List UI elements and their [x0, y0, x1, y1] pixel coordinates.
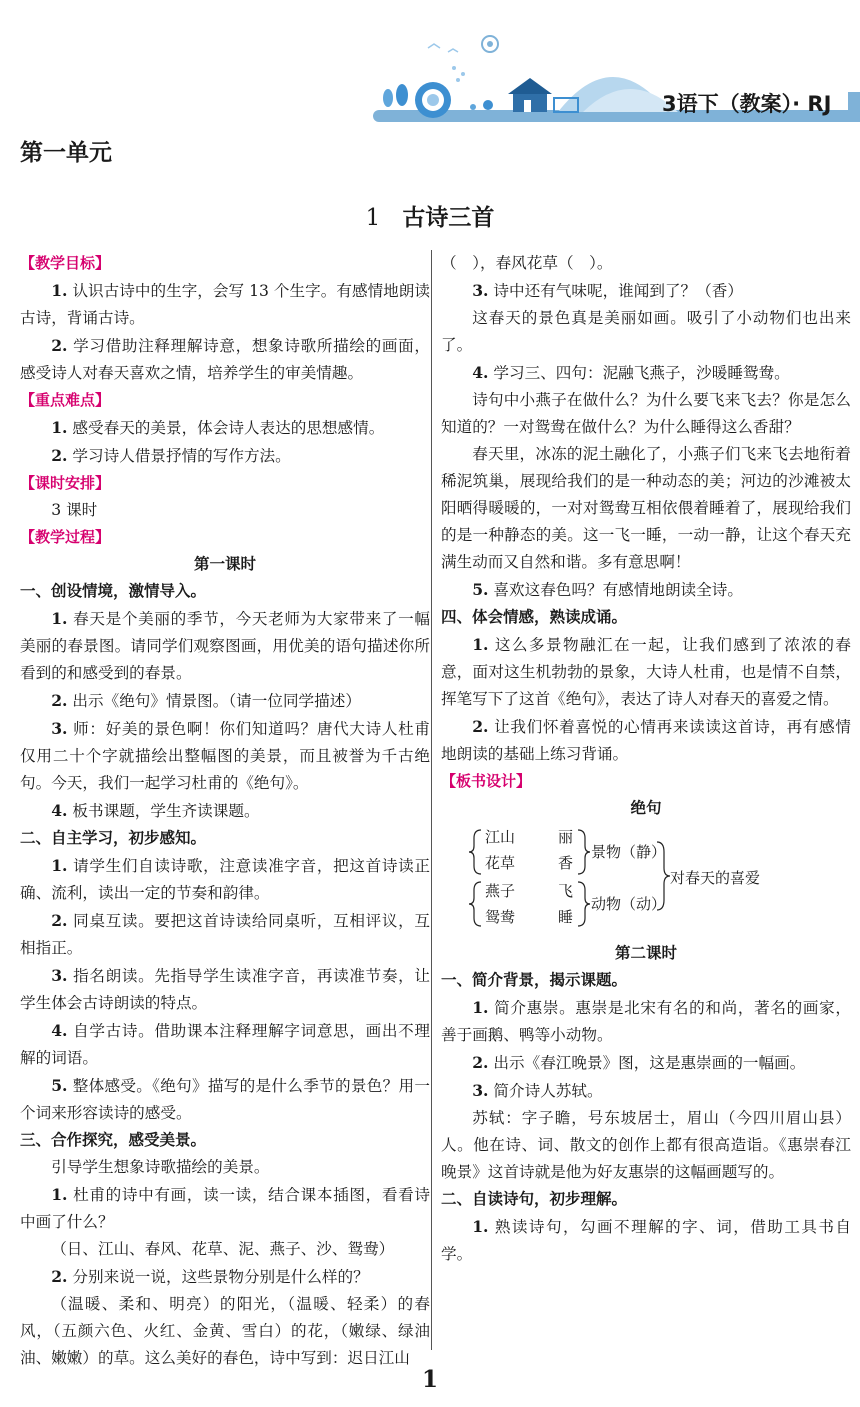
paragraph: （温暖、柔和、明亮）的阳光，（温暖、轻柔）的春风，（五颜六色、火红、金黄、雪白）的花，（嫩绿、绿油油、嫩嫩）的草。这么美好的春色，诗中写到：迟日江山 [20, 1295, 430, 1367]
paragraph: 2. 让我们怀着喜悦的心情再来读读这首诗，再有感情地朗读的基础上练习背诵。 [441, 717, 851, 763]
paragraph: 2. 分别来说一说，这些景物分别是什么样的？ [51, 1267, 369, 1286]
paragraph: 2. 学习诗人借景抒情的写作方法。 [51, 446, 291, 465]
header-title: 3语下（教案）· RJ [662, 92, 832, 116]
board-term: 燕子 [485, 882, 516, 900]
paragraph: 苏轼：字子瞻，号东坡居士，眉山（今四川眉山县）人。他在诗、词、散文的创作上都有很高造诣。《惠崇春江晚景》这首诗就是他为好友惠崇的这幅画题写的。 [441, 1109, 851, 1181]
paragraph: 4. 学习三、四句：泥融飞燕子，沙暖睡鸳鸯。 [472, 363, 790, 382]
section-tag: 【教学目标】 [20, 254, 111, 272]
page-number: 1 [421, 1366, 438, 1393]
board-term: 香 [558, 854, 574, 872]
lesson-title-text: 古诗三首 [402, 204, 495, 231]
step-heading: 四、体会情感，熟读成诵。 [441, 608, 628, 626]
paragraph: 1. 杜甫的诗中有画，读一读，结合课本插图，看看诗中画了什么？ [20, 1185, 430, 1231]
lesson-title [0, 199, 860, 232]
paragraph: 1. 熟读诗句，勾画不理解的字、词，借助工具书自学。 [441, 1217, 851, 1263]
paragraph: 5. 喜欢这春色吗？有感情地朗读全诗。 [472, 580, 743, 599]
column-divider [431, 250, 432, 1350]
board-term: 丽 [558, 828, 574, 846]
paragraph: 3. 简介诗人苏轼。 [472, 1081, 603, 1100]
section-tag: 【教学过程】 [20, 528, 111, 546]
step-heading: 一、创设情境，激情导入。 [20, 582, 207, 600]
paragraph: 这春天的景色真是美丽如画。吸引了小动物们也出来了。 [441, 309, 851, 354]
step-heading: 二、自主学习，初步感知。 [20, 829, 207, 847]
lesson-period-heading: 第二课时 [614, 944, 677, 962]
paragraph: 春天里，冰冻的泥土融化了，小燕子们飞来飞去地衔着稀泥筑巢，展现给我们的是一种动态的美；河边的沙滩被太阳晒得暖暖的，一对对鸳鸯互相依偎着睡着了，展现给我们的是一种静态的美。这一飞一睡，一动一静，让这个春天充满生动而又自然和谐。多有意思啊！ [441, 445, 851, 571]
paragraph: 1. 请学生们自读诗歌，注意读准字音，把这首诗读正确、流利，读出一定的节奏和韵律。 [20, 856, 430, 902]
paragraph: 4. 板书课题，学生齐读课题。 [51, 801, 260, 820]
board-category: 景物（静） [591, 843, 667, 861]
section-tag: 【课时安排】 [20, 474, 111, 492]
board-term: 睡 [558, 908, 574, 926]
paragraph: （ ），春风花草（ ）。 [441, 254, 613, 272]
paragraph: 诗句中小燕子在做什么？为什么要飞来飞去？你是怎么知道的？一对鸳鸯在做什么？为什么睡得这么香甜？ [441, 391, 851, 436]
paragraph: 3. 师：好美的景色啊！你们知道吗？唐代大诗人杜甫仅用二十个字就描绘出整幅图的美景，而且被誉为千古绝句。今天，我们一起学习杜甫的《绝句》。 [20, 719, 430, 792]
paragraph: 4. 自学古诗。借助课本注释理解字词意思，画出不理解的词语。 [20, 1021, 430, 1067]
paragraph: （日、江山、春风、花草、泥、燕子、沙、鸳鸯） [51, 1240, 395, 1258]
board-term: 花草 [485, 854, 516, 872]
board-term: 飞 [558, 882, 574, 900]
section-tag: 【板书设计】 [441, 772, 532, 790]
paragraph: 3. 指名朗读。先指导学生读准字音，再读准节奏，让学生体会古诗朗读的特点。 [20, 966, 430, 1012]
paragraph: 引导学生想象诗歌描绘的美景。 [51, 1158, 270, 1176]
paragraph: 2. 出示《绝句》情景图。（请一位同学描述） [51, 691, 361, 710]
paragraph: 1. 简介惠崇。惠崇是北宋有名的和尚，著名的画家，善于画鹅、鸭等小动物。 [441, 998, 851, 1044]
lesson-number: 1 [365, 205, 381, 231]
step-heading: 一、简介背景，揭示课题。 [441, 971, 628, 989]
board-title: 绝句 [630, 799, 662, 817]
lesson-period-heading: 第一课时 [193, 555, 256, 573]
section-tag: 【重点难点】 [20, 391, 111, 409]
step-heading: 二、自读诗句，初步理解。 [441, 1190, 628, 1208]
paragraph: 3 课时 [51, 501, 98, 519]
paragraph: 1. 感受春天的美景，体会诗人表达的思想感情。 [51, 418, 385, 437]
paragraph: 2. 出示《春江晚景》图，这是惠崇画的一幅画。 [472, 1053, 806, 1072]
paragraph: 1. 认识古诗中的生字，会写 13 个生字。有感情地朗读古诗，背诵古诗。 [20, 281, 430, 327]
paragraph: 2. 同桌互读。要把这首诗读给同桌听，互相评议，互相指正。 [20, 911, 430, 957]
board-term: 鸳鸯 [485, 908, 516, 926]
paragraph: 1. 春天是个美丽的季节，今天老师为大家带来了一幅美丽的春景图。请同学们观察图画，用优美的语句描述你所看到的和感受到的春景。 [20, 609, 430, 682]
left-column [20, 250, 430, 1372]
board-category: 动物（动） [591, 895, 667, 913]
paragraph: 5. 整体感受。《绝句》描写的是什么季节的景色？用一个词来形容读诗的感受。 [20, 1076, 430, 1122]
paragraph: 3. 诗中还有气味呢，谁闻到了？（香） [472, 281, 743, 300]
step-heading: 三、合作探究，感受美景。 [20, 1131, 207, 1149]
board-term: 江山 [485, 828, 516, 846]
board-design [441, 824, 851, 936]
paragraph: 1. 这么多景物融汇在一起，让我们感到了浓浓的春意，面对这生机勃勃的景象，大诗人杜甫，也是情不自禁，挥笔写下了这首《绝句》，表达了诗人对春天的喜爱之情。 [441, 635, 851, 708]
board-conclusion: 对春天的喜爱 [670, 869, 761, 887]
right-column [441, 250, 851, 1268]
unit-title: 第一单元 [20, 140, 112, 166]
paragraph: 2. 学习借助注释理解诗意，想象诗歌所描绘的画面，感受诗人对春天喜欢之情，培养学生的审美情趣。 [20, 336, 430, 382]
